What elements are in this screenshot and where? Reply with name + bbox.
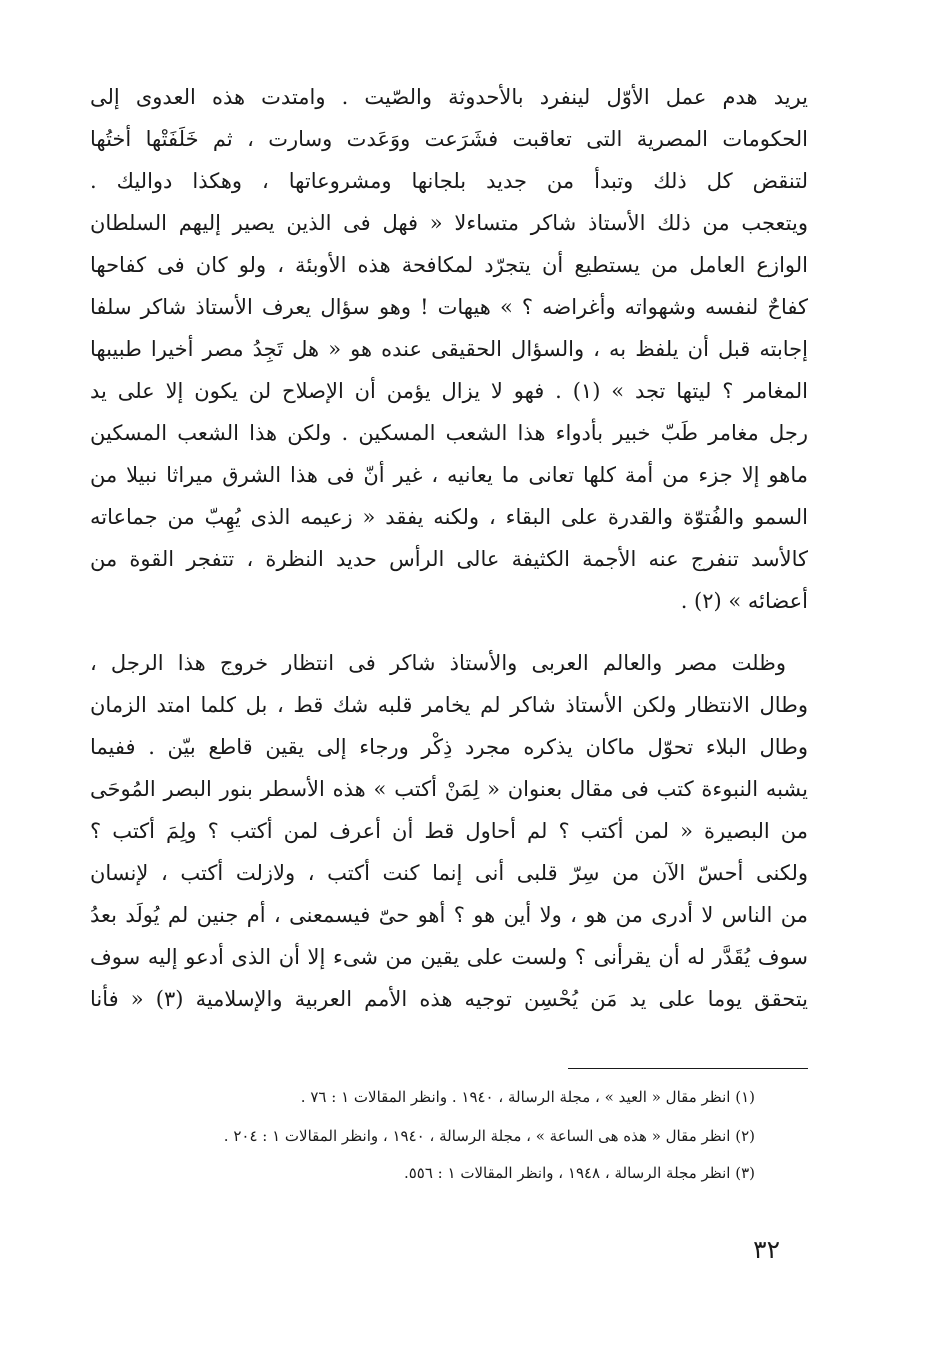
body-line: أعضائه » (٢) . (680, 589, 808, 613)
body-line: ماهو إلا جزء من أمة كلها تعانى ما يعانيه ، غير أنّ فى هذا الشرق ميراثا نبيلا من (90, 463, 808, 487)
footnote: (١) انظر مقال « العيد » ، مجلة الرسالة ، ١٩٤٠ . وانظر المقالات ١ : ٧٦ . (300, 1088, 755, 1106)
body-line: السمو والفُتوّة والقدرة على البقاء ، ولكنه يفقد « زعيمه الذى يُهِبّ من جماعاته (90, 505, 808, 529)
body-line: الوازع العامل من يستطيع أن يتجرّد لمكافحة هذه الأوبئة ، ولو كان فى كفاحها (90, 253, 808, 277)
body-line: لتنقض كل ذلك وتبدأ من جديد بلجانها ومشروعاتها ، وهكذا دواليك . (90, 169, 808, 193)
paragraph-first-line: وظلت مصر والعالم العربى والأستاذ شاكر فى انتظار خروج هذا الرجل ، (90, 651, 786, 675)
body-line: وطال الانتظار ولكن الأستاذ شاكر لم يخامر قلبه شك قط ، بل كلما امتد الزمان (90, 693, 808, 717)
body-line: كالأسد تنفرج عنه الأجمة الكثيفة عالى الرأس حديد النظرة ، تتفجر القوة من (90, 547, 808, 571)
body-line: الحكومات المصرية التى تعاقبت فشَرَعت ووَعَدت وسارت ، ثم خَلَفَتْها أختُها (90, 127, 808, 151)
body-line: المغامر ؟ ليتها تجد » (١) . فهو لا يزال يؤمن أن الإصلاح لن يكون إلا على يد (90, 379, 808, 403)
page-number: ٣٢ (753, 1235, 780, 1264)
body-line: من الناس لا أدرى من هو ، ولا أين هو ؟ أهو حىّ فيسمعنى ، أم جنين لم يُولَد بعدُ (90, 903, 808, 927)
body-line: يتحقق يوما على يد مَن يُحْسِن توجيه هذه الأمم العربية والإسلامية (٣) « فأنا (90, 987, 808, 1011)
body-line: كفاحٌ لنفسه وشهواته وأغراضه ؟ » هيهات ! وهو سؤال يعرف الأستاذ شاكر سلفا (90, 295, 808, 319)
footnote: (٣) انظر مجلة الرسالة ، ١٩٤٨ ، وانظر المقالات ١ : ٥٥٦. (403, 1164, 755, 1182)
body-line: رجل مغامر طَبّ خبير بأدواء هذا الشعب المسكين . ولكن هذا الشعب المسكين (90, 421, 808, 445)
footnote: (٢) انظر مقال « هذه هى الساعة » ، مجلة الرسالة ، ١٩٤٠ ، وانظر المقالات ١ : ٢٠٤ . (223, 1127, 755, 1145)
footnote-separator (568, 1068, 808, 1069)
body-line: وطال البلاء تحوّل ماكان يذكره مجرد ذِكْر ورجاء إلى يقين قاطع بيّن . ففيما (90, 735, 808, 759)
body-line: يريد هدم عمل الأوّل لينفرد بالأحدوثة والصّيت . وامتدت هذه العدوى إلى (90, 85, 808, 109)
body-line: ولكنى أحسّ الآن من سِرّ قلبى أنى إنما كنت أكتب ، ولازلت أكتب ، لإنسان (90, 861, 808, 885)
body-line: إجابته قبل أن يلفظ به ، والسؤال الحقيقى عنده هو « هل تَجِدُ مصر أخيرا طبيبها (90, 337, 808, 361)
body-line: يشبه النبوءة كتب فى مقال بعنوان « لِمَنْ أكتب » هذه الأسطر بنور البصر المُوحَى (90, 777, 808, 801)
body-line: ويتعجب من ذلك الأستاذ شاكر متساءلا « فهل فى الذين يصير إليهم السلطان (90, 211, 808, 235)
body-line: سوف يُقَدَّر له أن يقرأنى ؟ ولست على يقين من شىء إلا أن الذى أدعو إليه سوف (90, 945, 808, 969)
body-line: من البصيرة « لمن أكتب ؟ لم أحاول قط أن أعرف لمن أكتب ؟ ولِمَ أكتب ؟ (90, 819, 808, 843)
